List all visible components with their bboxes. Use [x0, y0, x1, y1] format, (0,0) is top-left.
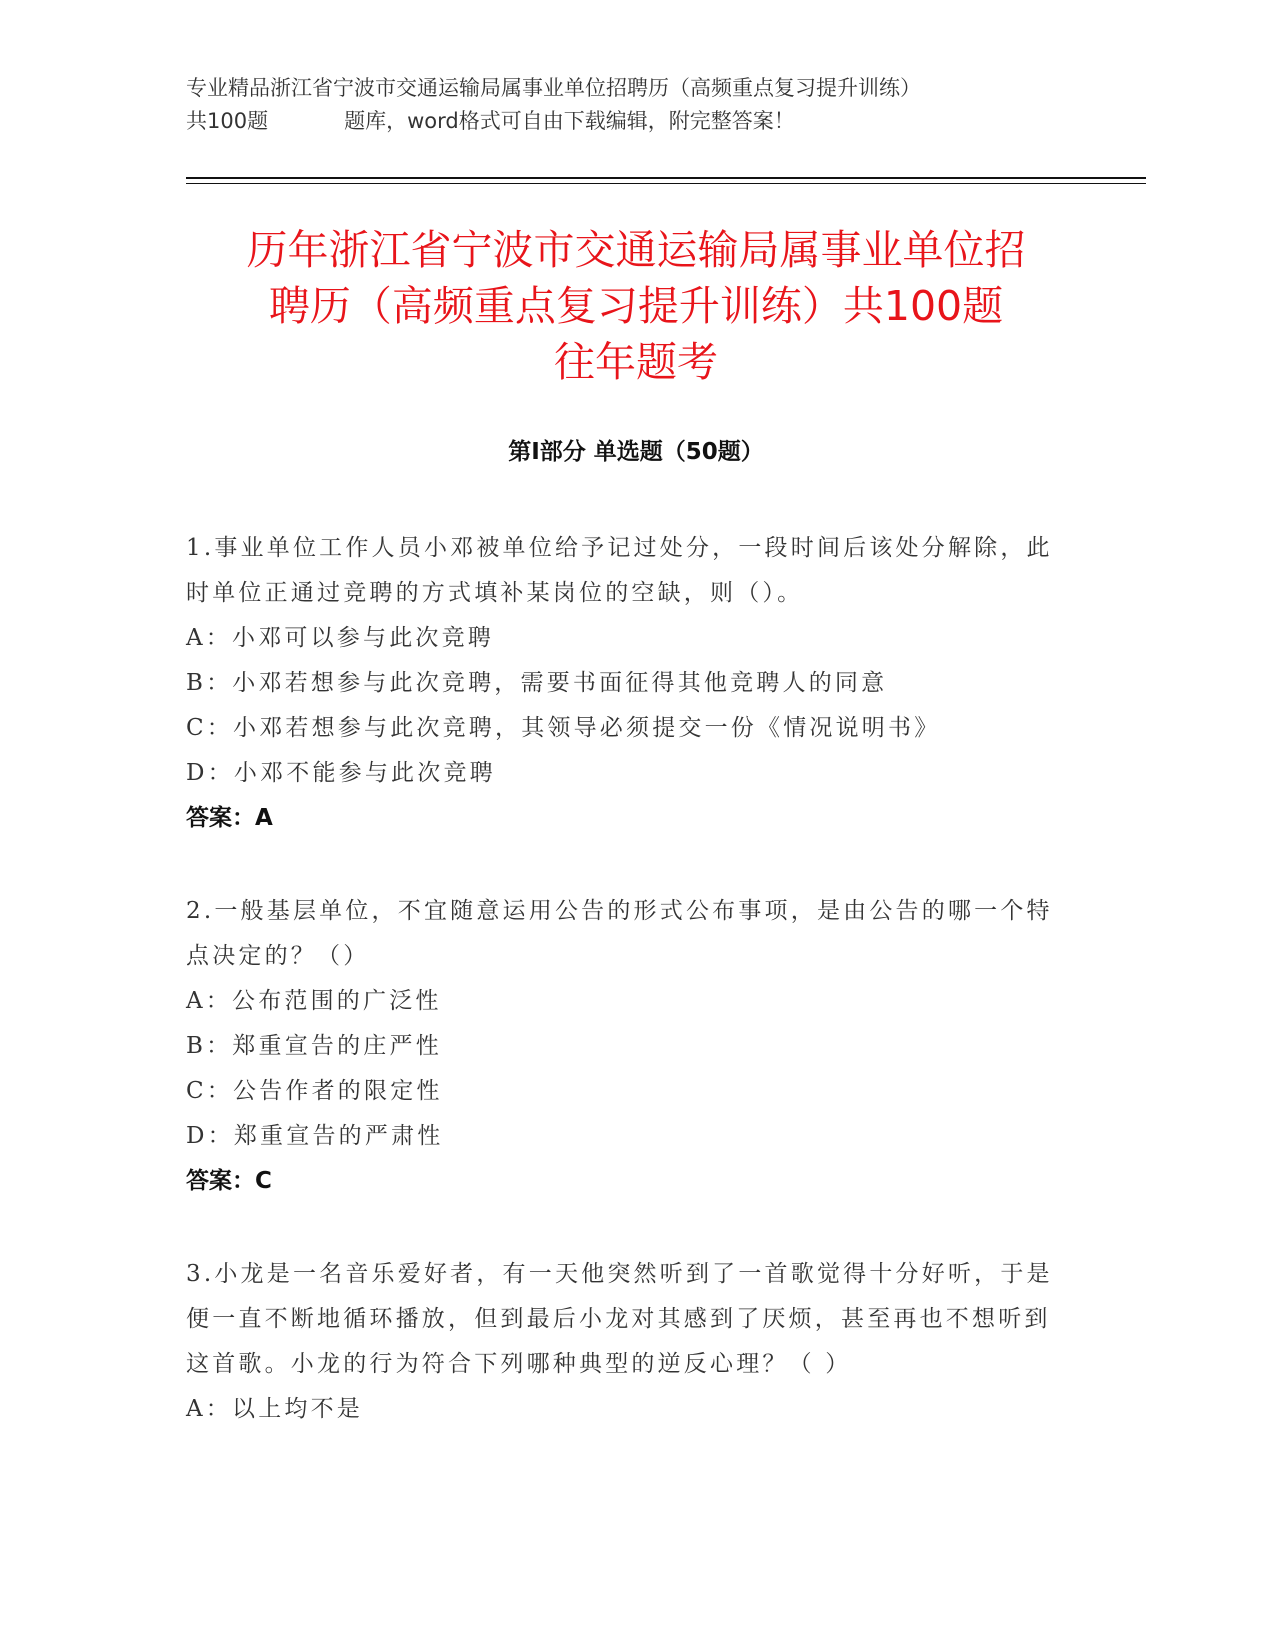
- option-b: B：郑重宣告的庄严性: [186, 1033, 442, 1059]
- answer-label: 答案：: [186, 1168, 255, 1194]
- option-c: C：小邓若想参与此次竞聘，其领导必须提交一份《情况说明书》: [186, 715, 941, 741]
- answer-value: A: [255, 805, 273, 831]
- header-note-description: 题库，word格式可自由下载编辑，附完整答案！: [344, 109, 795, 133]
- answer-label: 答案：: [186, 805, 255, 831]
- option-d: D：小邓不能参与此次竞聘: [186, 760, 496, 786]
- option-c: C：公告作者的限定性: [186, 1078, 443, 1104]
- header-note-line2: [186, 105, 1066, 138]
- header-note-count: 共100题: [186, 109, 269, 133]
- question-2: [186, 889, 1066, 1204]
- header-note-line1: 专业精品浙江省宁波市交通运输局属事业单位招聘历（高频重点复习提升训练）: [186, 76, 921, 100]
- question-stem: 3.小龙是一名音乐爱好者，有一天他突然听到了一首歌觉得十分好听，于是便一直不断地循环播放，但到最后小龙对其感到了厌烦，甚至再也不想听到这首歌。小龙的行为符合下列哪种典型的逆反心理？（ ）: [186, 1261, 1053, 1377]
- header-divider-thick: [186, 177, 1146, 179]
- question-stem: 2.一般基层单位，不宜随意运用公告的形式公布事项，是由公告的哪一个特点决定的？（）: [186, 898, 1053, 969]
- answer-line: [186, 796, 1066, 841]
- section-heading: 第I部分 单选题（50题）: [508, 439, 764, 465]
- option-a: A：以上均不是: [186, 1396, 364, 1422]
- document-title-line2: 聘历（高频重点复习提升训练）共100题: [268, 282, 1004, 330]
- header-divider-thin: [186, 183, 1146, 184]
- question-1: [186, 526, 1066, 841]
- question-stem: 1.事业单位工作人员小邓被单位给予记过处分，一段时间后该处分解除，此时单位正通过竞聘的方式填补某岗位的空缺，则（）。: [186, 535, 1053, 606]
- document-title-line3: 往年题考: [554, 338, 718, 386]
- option-a: A：小邓可以参与此次竞聘: [186, 625, 495, 651]
- option-a: A：公布范围的广泛性: [186, 988, 442, 1014]
- document-title: [186, 222, 1086, 390]
- answer-value: C: [255, 1168, 272, 1194]
- question-list: [186, 526, 1066, 1480]
- question-3: [186, 1252, 1066, 1432]
- option-d: D：郑重宣告的严肃性: [186, 1123, 444, 1149]
- header-note: [186, 72, 1066, 138]
- answer-line: [186, 1159, 1066, 1204]
- option-b: B：小邓若想参与此次竞聘，需要书面征得其他竞聘人的同意: [186, 670, 888, 696]
- document-title-line1: 历年浙江省宁波市交通运输局属事业单位招: [246, 226, 1026, 274]
